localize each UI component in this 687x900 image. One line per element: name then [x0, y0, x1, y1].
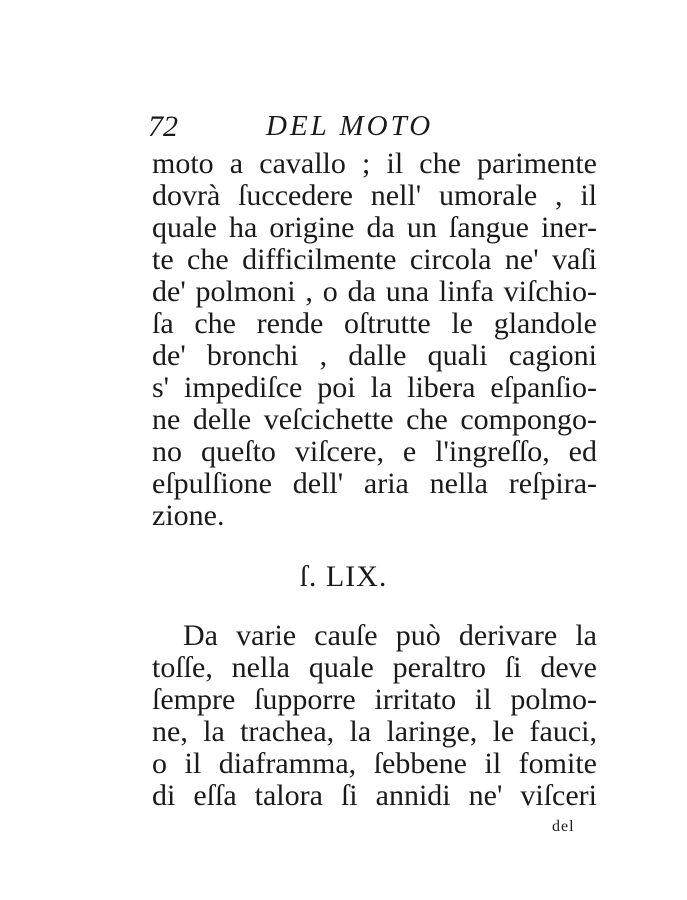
text-line: de' bronchi , dalle quali cagioni: [152, 339, 597, 372]
text-line: eſpulſione dell' aria nella reſpira-: [152, 467, 597, 500]
text-line: no queſto viſcere, e l'ingreſſo, ed: [152, 435, 597, 468]
text-line: te che difficilmente circola ne' vaſi: [152, 243, 597, 276]
text-line: o il diaframma, ſebbene il fomite: [152, 747, 597, 780]
running-title: DEL MOTO: [266, 110, 434, 142]
page-header: [148, 110, 588, 150]
text-line: moto a cavallo ; il che parimente: [152, 147, 597, 180]
page-number: 72: [148, 110, 178, 143]
text-line: ne delle veſcichette che compongo-: [152, 403, 597, 436]
text-line: ne, la trachea, la laringe, le fauci,: [152, 715, 597, 748]
text-line: toſſe, nella quale peraltro ſi deve: [152, 651, 597, 684]
text-line: Da varie cauſe può derivare la: [183, 619, 597, 652]
catchword: del: [552, 818, 575, 835]
text-line: de' polmoni , o da una linfa viſchio-: [152, 275, 597, 308]
text-line: dovrà ſuccedere nell' umorale , il: [152, 179, 597, 212]
text-line: s' impediſce poi la libera eſpanſio-: [152, 371, 597, 404]
text-line: di eſſa talora ſi annidi ne' viſceri: [152, 779, 597, 812]
section-heading: ſ. LIX.: [299, 560, 388, 593]
text-line: ſa che rende oſtrutte le glandole: [152, 307, 597, 340]
text-line: quale ha origine da un ſangue iner-: [152, 211, 597, 244]
text-line: ſempre ſupporre irritato il polmo-: [152, 683, 597, 716]
text-line: zione.: [152, 499, 225, 532]
